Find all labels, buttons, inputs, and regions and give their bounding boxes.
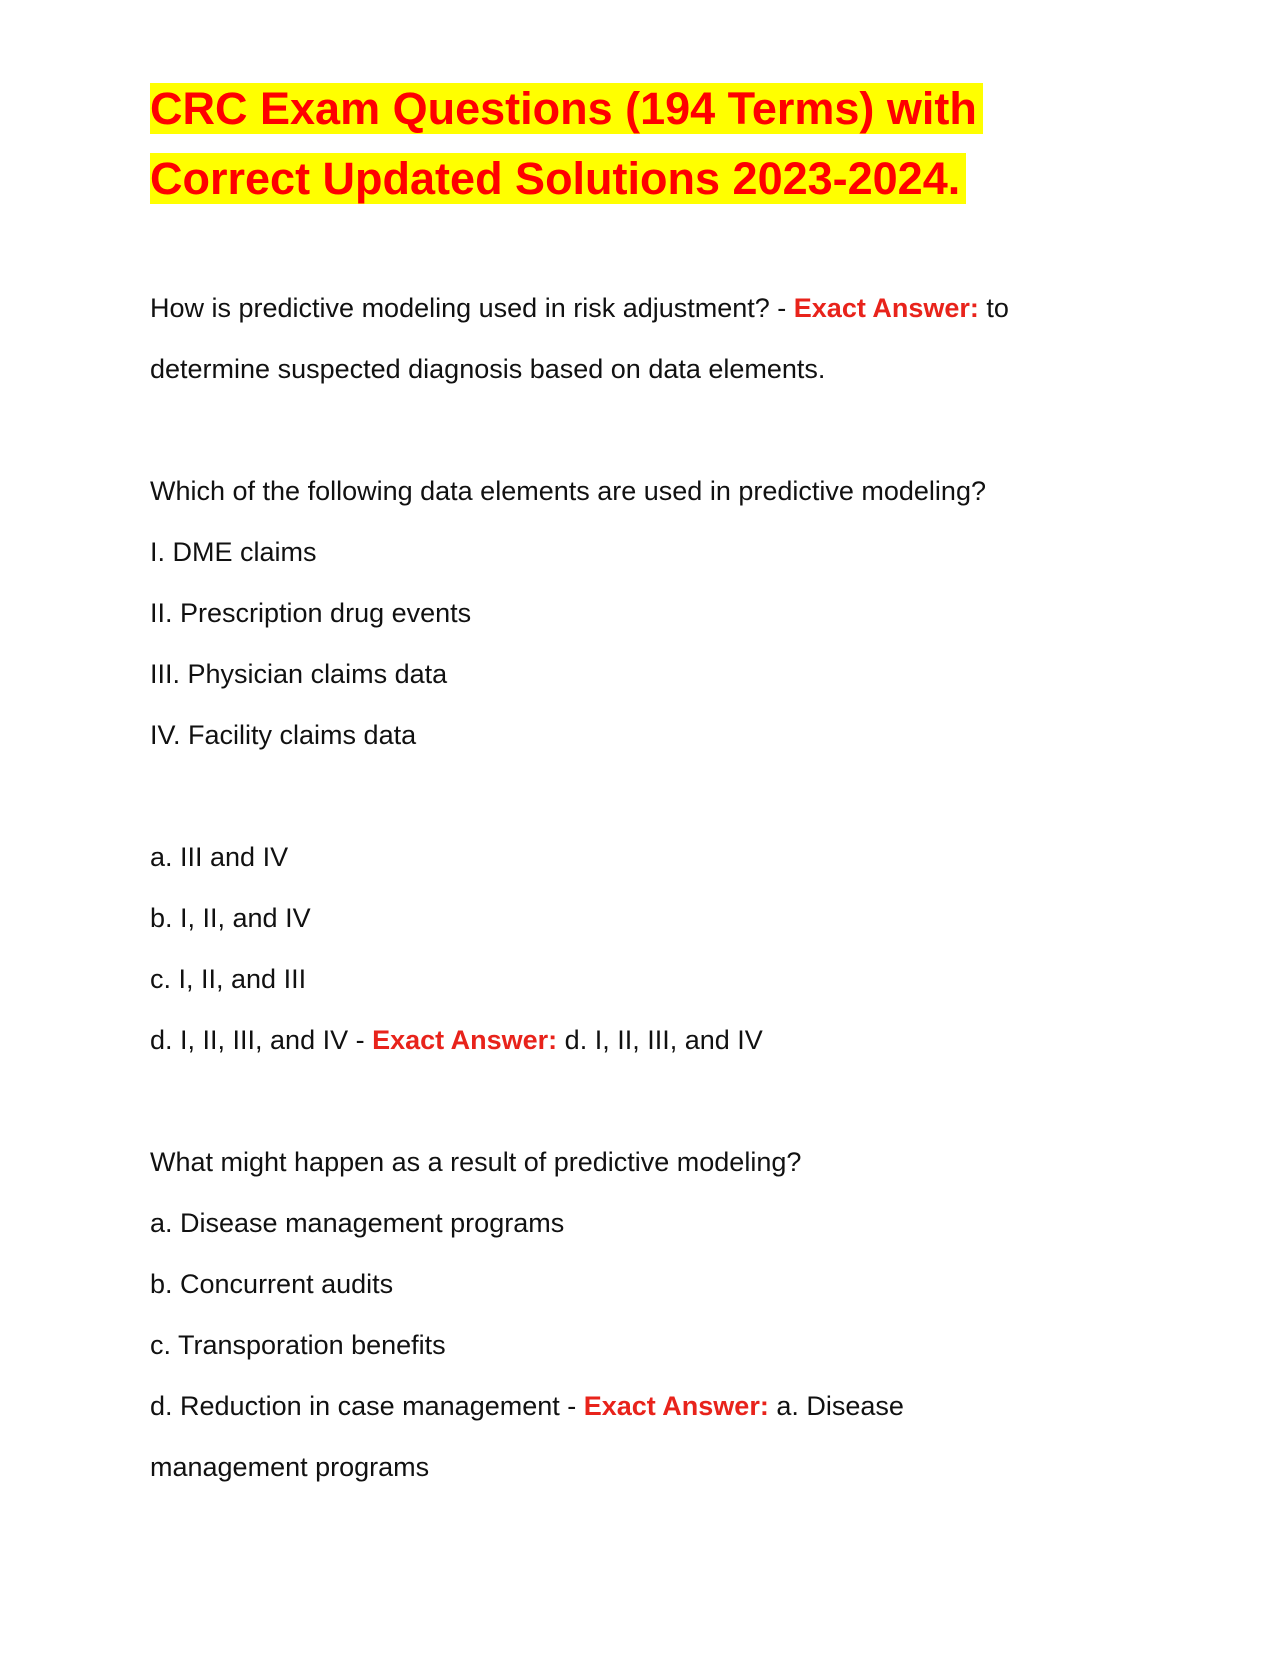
document-page [150,74,1140,1498]
question-3-answer-continued: management programs [150,1452,430,1482]
question-3-last-option: d. Reduction in case management - [150,1391,584,1421]
question-3-answer: a. Disease [768,1391,904,1421]
exact-answer-label: Exact Answer: [583,1391,769,1421]
question-2-option: b. I, II, and IV [150,903,311,933]
exact-answer-label: Exact Answer: [793,293,979,323]
question-block-3 [150,1132,1140,1498]
document-title [150,74,1140,214]
exact-answer-label: Exact Answer: [372,1025,558,1055]
question-1-text [150,278,1140,339]
question-2-option-with-answer [150,1010,1140,1071]
spacer [150,766,1140,827]
spacer [150,400,1140,461]
question-1-answer-start: to [978,293,1009,323]
question-2-item: I. DME claims [150,537,317,567]
question-2-item: III. Physician claims data [150,659,448,689]
question-2-last-option: d. I, II, III, and IV - [150,1025,373,1055]
question-1-prompt: How is predictive modeling used in risk adjustment? - [150,293,794,323]
title-line-2: Correct Updated Solutions 2023-2024. [150,153,966,204]
question-3-option: c. Transporation benefits [150,1330,446,1360]
spacer [150,1071,1140,1132]
question-block-1 [150,278,1140,400]
question-1-answer-continued: determine suspected diagnosis based on data elements. [150,354,826,384]
question-3-option: b. Concurrent audits [150,1269,394,1299]
question-2-answer: d. I, II, III, and IV [557,1025,763,1055]
question-2-item: IV. Facility claims data [150,720,417,750]
question-2-option: c. I, II, and III [150,964,307,994]
question-2-text: Which of the following data elements are used in predictive modeling? [150,476,986,506]
title-line-1: CRC Exam Questions (194 Terms) with [150,83,983,134]
question-block-2 [150,461,1140,1071]
question-2-option: a. III and IV [150,842,289,872]
question-3-option: a. Disease management programs [150,1208,565,1238]
question-2-item: II. Prescription drug events [150,598,472,628]
question-3-option-with-answer [150,1376,1140,1437]
question-3-text: What might happen as a result of predictive modeling? [150,1147,802,1177]
